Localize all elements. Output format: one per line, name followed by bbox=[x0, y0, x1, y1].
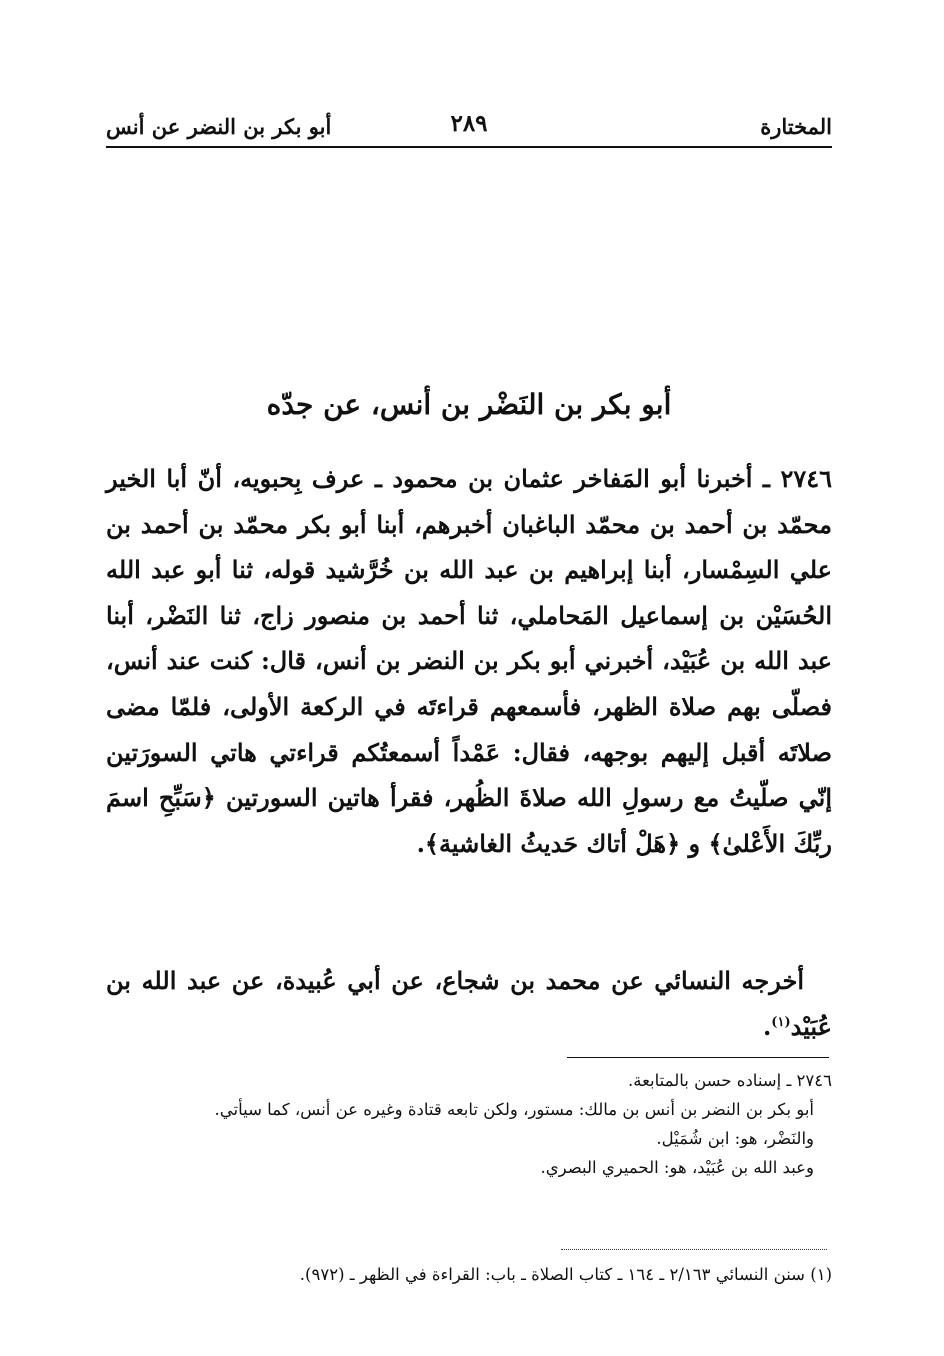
book-title: المختارة bbox=[760, 114, 832, 139]
footnote: (١) سنن النسائي ٢/١٦٣ ـ ١٦٤ ـ كتاب الصلاة ـ باب: القراءة في الظهر ـ (٩٧٢). bbox=[299, 1265, 832, 1284]
takhrij-end: . bbox=[762, 1012, 772, 1041]
note-line: أبو بكر بن النضر بن أنس بن مالك: مستور، ولكن تابعه قتادة وغيره عن أنس، كما سيأتي. bbox=[214, 1100, 814, 1119]
takhrij-text: أخرجه النسائي عن محمد بن شجاع، عن أبي عُبيدة، عن عبد الله بن عُبَيْد bbox=[106, 966, 832, 1041]
editor-notes bbox=[106, 1066, 832, 1182]
header-rule bbox=[106, 146, 832, 148]
page-number: ٢٨٩ bbox=[450, 110, 488, 137]
takhrij-paragraph bbox=[106, 958, 832, 1050]
chapter-title: أبو بكر بن النَضْر بن أنس، عن جدّه bbox=[266, 388, 672, 421]
footnote-ref-marker[interactable]: (١) bbox=[771, 1015, 791, 1030]
note-line: وعبد الله بن عُبَيْد، هو: الحميري البصري. bbox=[540, 1158, 814, 1177]
note-line: والنَضْر، هو: ابن شُمَيْل. bbox=[656, 1129, 814, 1148]
hadith-paragraph bbox=[106, 456, 832, 866]
running-header bbox=[106, 108, 832, 144]
hadith-text: ـ أخبرنا أبو المَفاخر عثمان بن محمود ـ عرف بِحبويه، أنّ أبا الخير محمّد بن أحمد بن محمّد الباغبان أخبرهم، أبنا أبو بكر محمّد بن أحمد بن علي السِمْسار، أبنا إبراهيم بن عبد الله بن خُرَّشيد قوله، ثنا أبو عبد الله الحُسَيْن بن إسماعيل المَحاملي، ثنا أحمد بن منصور زاج، ثنا النَضْر، أبنا عبد الله بن عُبَيْد، أخبرني أبو بكر بن النضر بن أنس، قال: كنت عند أنس، فصلّى بهم صلاة الظهر، فأسمعهم قراءتَه في الركعة الأولى، فلمّا مضى صلاتَه أقبل إليهم بوجهه، فقال: عَمْداً أسمعتُكم قراءتي هاتي السورَتين إنّي صلّيتُ مع رسولِ الله صلاةَ الظُهر، فقرأ هاتين السورتين ﴿سَبِّحِ اسمَ ربِّكَ الأَعْلىٰ﴾ و ﴿هَلْ أتاك حَديثُ الغاشية﴾. bbox=[106, 464, 832, 858]
hadith-number: ٢٧٤٦ bbox=[780, 464, 832, 493]
notes-rule bbox=[567, 1057, 829, 1058]
section-title: أبو بكر بن النضر عن أنس bbox=[106, 114, 332, 139]
footnote-separator bbox=[561, 1249, 827, 1250]
note-line: ٢٧٤٦ ـ إسناده حسن بالمتابعة. bbox=[628, 1071, 832, 1090]
